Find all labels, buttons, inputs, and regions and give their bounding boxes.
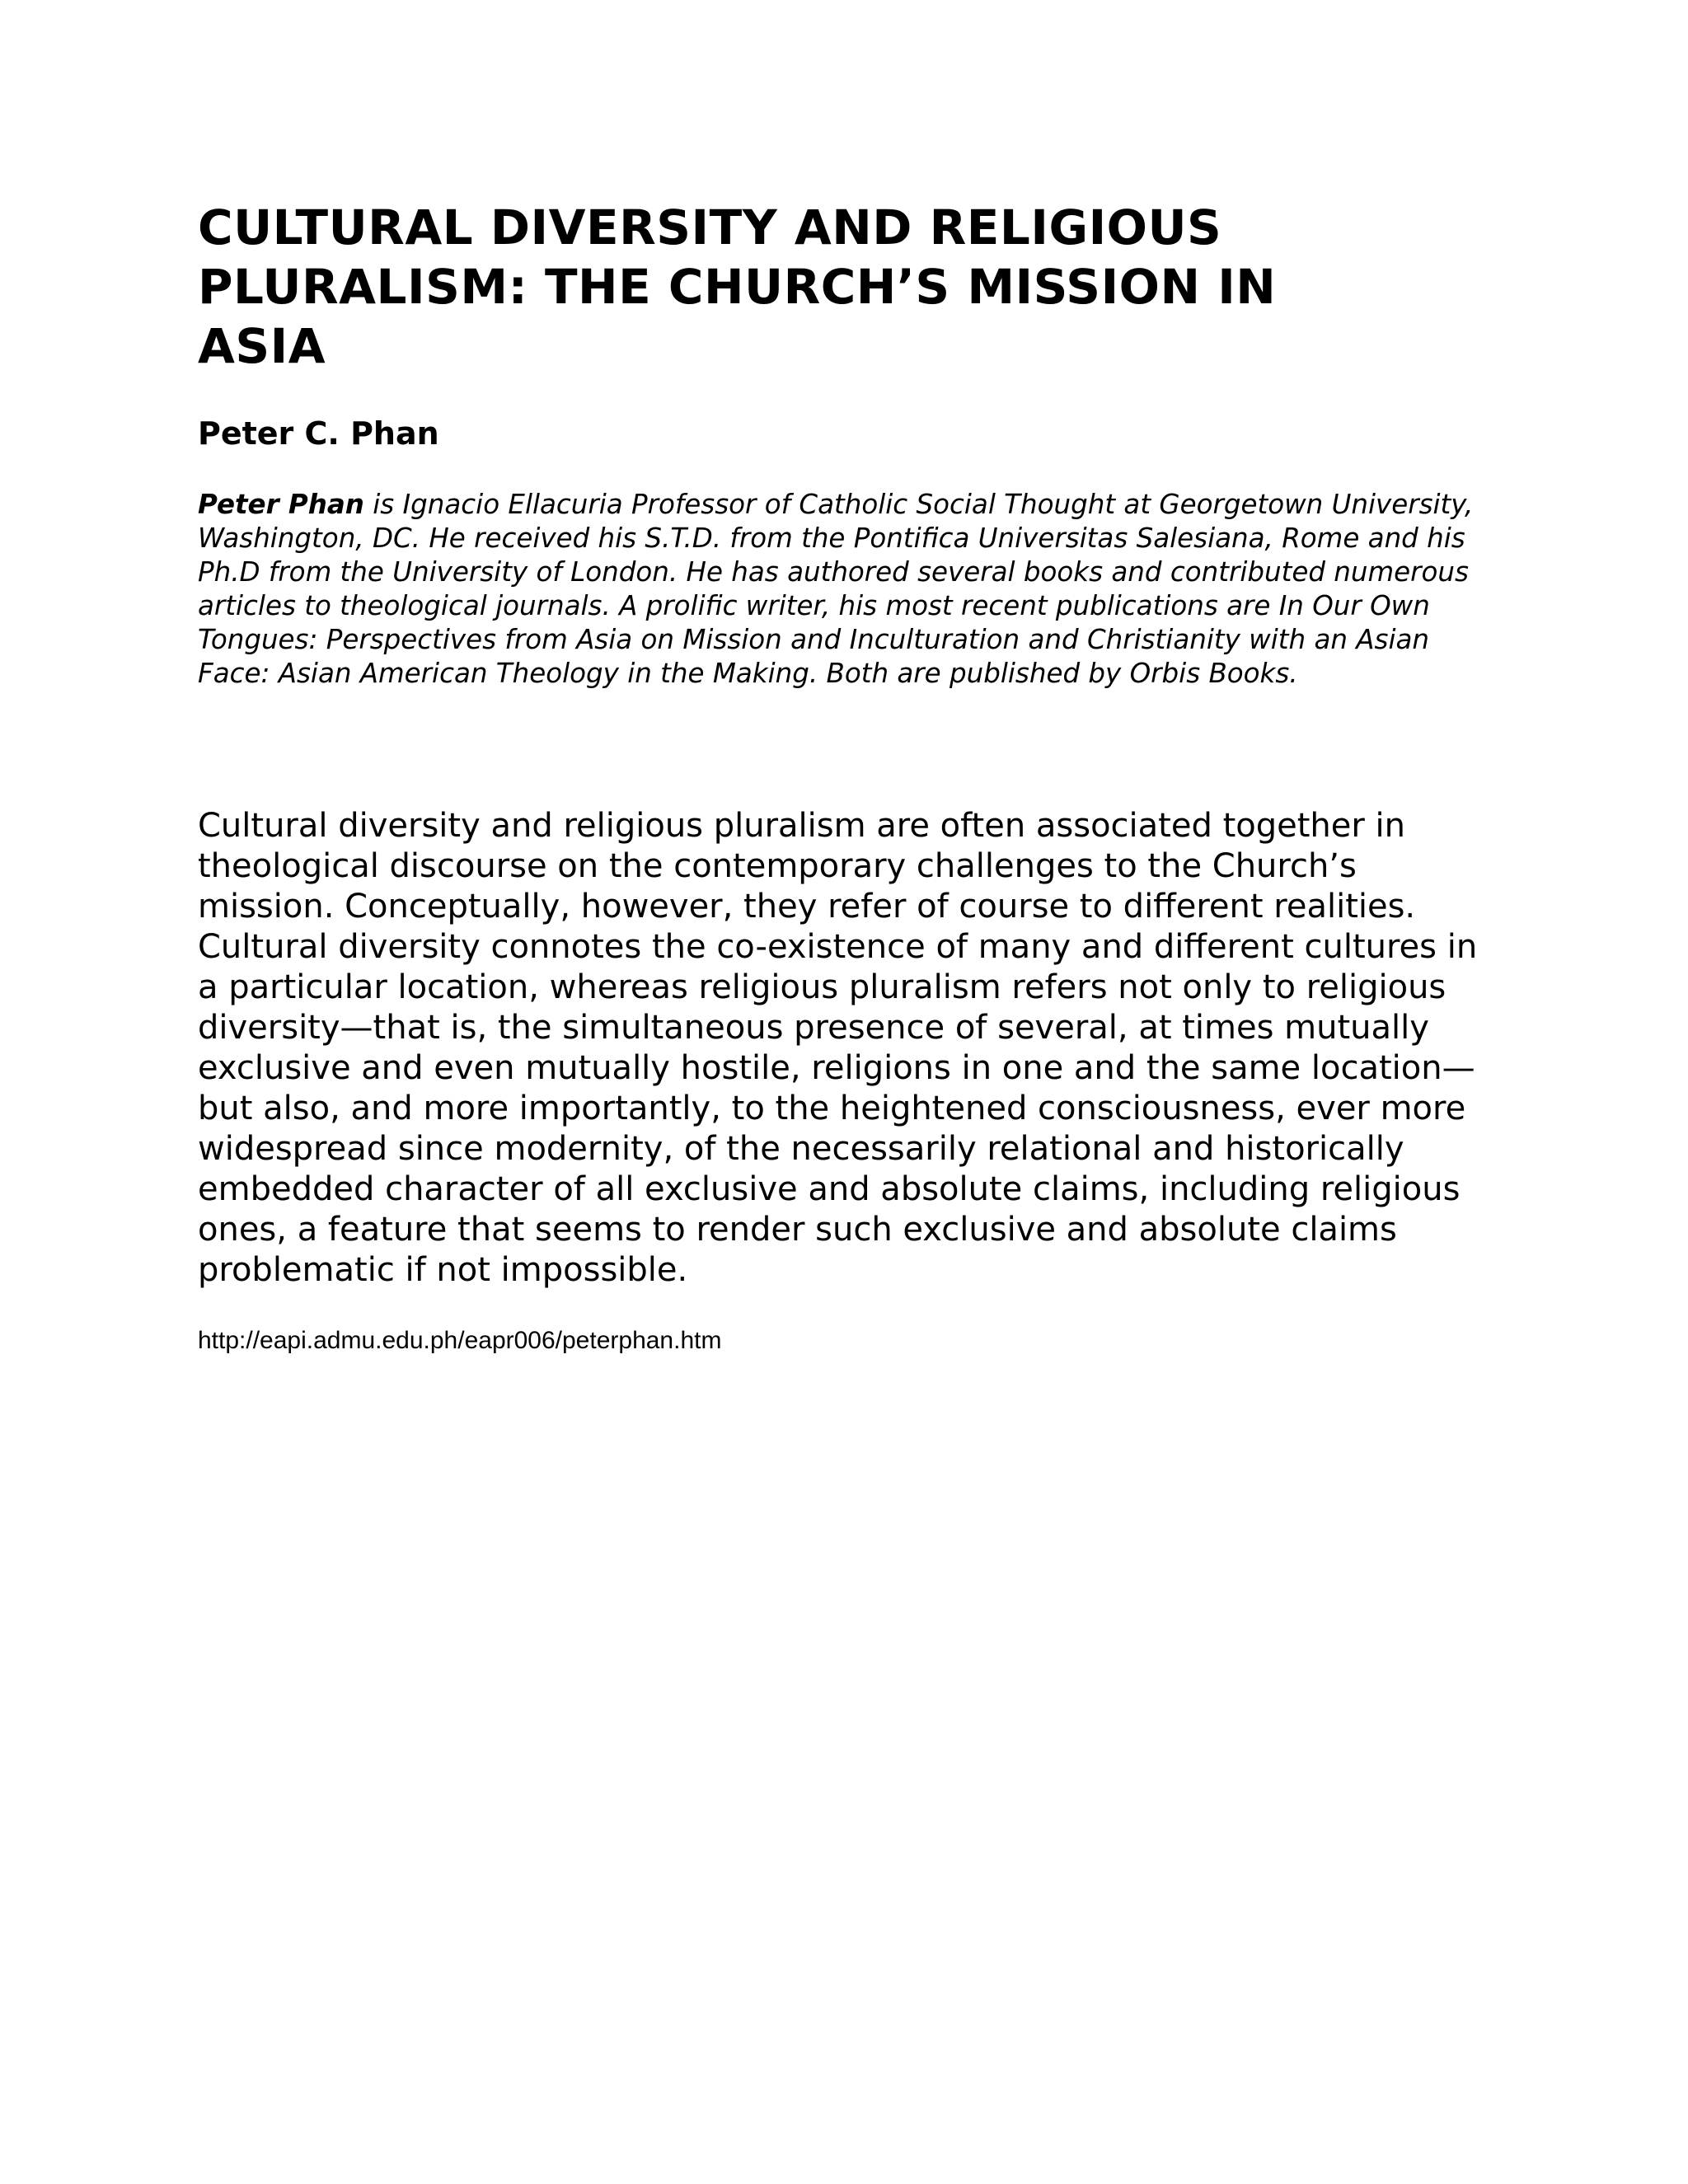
article-title: CULTURAL DIVERSITY AND RELIGIOUS PLURALISM: THE CHURCH’S MISSION IN ASIA (198, 199, 1277, 374)
source-url: http://eapi.admu.edu.ph/eapr006/peterphan.htm (198, 1327, 722, 1354)
author-bio (198, 488, 1500, 691)
bio-text: is Ignacio Ellacuria Professor of Catholic Social Thought at Georgetown University, Washington, DC. He received his S.T.D. from the Pontifica Universitas Salesiana, Rome and his Ph.D from the University of London. He has authored several books and contributed numerous articles to theological journals. A prolific writer, his most recent publications are In Our Own Tongues: Perspectives from Asia on Mission and Inculturation and Christianity with an Asian Face: Asian American Theology in the Making. Both are published by Orbis Books. (198, 489, 1474, 689)
body-paragraph: Cultural diversity and religious pluralism are often associated together in theological discourse on the contemporary challenges to the Church’s mission. Conceptually, however, they refer of course to different realities. Cultural diversity connotes the co-existence of many and different cultures in a particular location, whereas religious pluralism refers not only to religious diversity—that is, the simultaneous presence of several, at times mutually exclusive and even mutually hostile, religions in one and the same location—but also, and more importantly, to the heightened consciousness, ever more widespread since modernity, of the necessarily relational and historically embedded character of all exclusive and absolute claims, including religious ones, a feature that seems to render such exclusive and absolute claims problematic if not impossible. (198, 807, 1478, 1289)
author-name: Peter C. Phan (198, 415, 439, 452)
document-page (198, 198, 1500, 1357)
bio-author-name: Peter Phan (198, 489, 364, 520)
